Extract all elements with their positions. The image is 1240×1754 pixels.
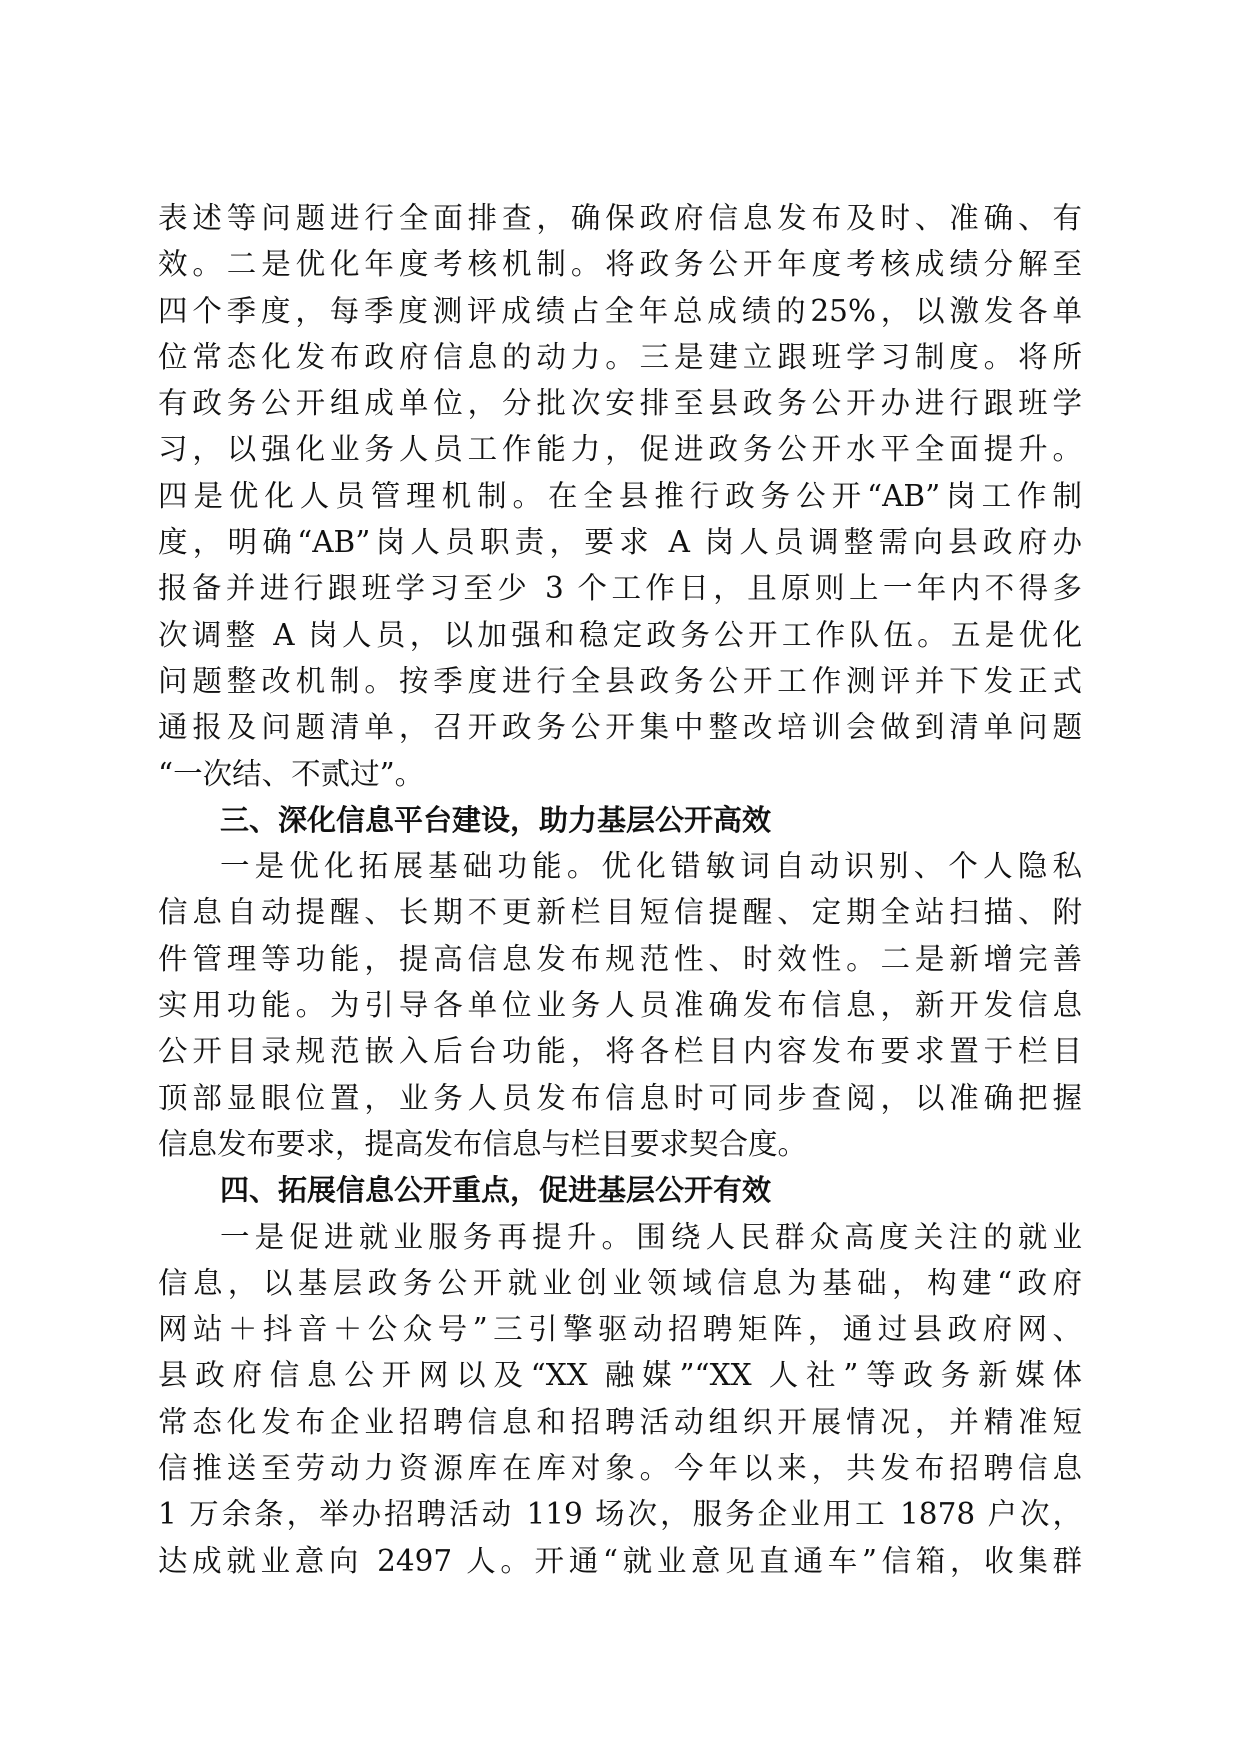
body-line: 常态化发布企业招聘信息和招聘活动组织开展情况，并精准短 [158,1404,1082,1439]
section-heading: 四、拓展信息公开重点，促进基层公开有效 [220,1173,772,1208]
body-line: 通报及问题清单，召开政务公开集中整改培训会做到清单问题 [158,710,1082,745]
body-line: 表述等问题进行全面排查，确保政府信息发布及时、准确、有 [158,201,1082,235]
body-line: 信息，以基层政务公开就业创业领域信息为基础，构建“政府 [158,1265,1082,1300]
section-heading: 三、深化信息平台建设，助力基层公开高效 [220,802,772,837]
body-line: 次调整 A 岗人员，以加强和稳定政务公开工作队伍。五是优化 [158,617,1082,652]
body-line: 报备并进行跟班学习至少 3 个工作日，且原则上一年内不得多 [158,571,1082,606]
body-line: 一是优化拓展基础功能。优化错敏词自动识别、个人隐私 [220,849,1082,884]
body-line: 信息发布要求，提高发布信息与栏目要求契合度。 [158,1126,808,1161]
body-line: 四是优化人员管理机制。在全县推行政务公开“AB”岗工作制 [158,478,1082,513]
body-line: 四个季度，每季度测评成绩占全年总成绩的25%，以激发各单 [158,293,1082,328]
body-line: 问题整改机制。按季度进行全县政务公开工作测评并下发正式 [158,663,1082,698]
body-line: 1 万余条，举办招聘活动 119 场次，服务企业用工 1878 户次， [158,1497,1082,1532]
body-line: 一是促进就业服务再提升。围绕人民群众高度关注的就业 [220,1219,1082,1254]
body-line: 网站＋抖音＋公众号”三引擎驱动招聘矩阵，通过县政府网、 [158,1312,1082,1347]
document-page [158,195,1082,1584]
body-line: 件管理等功能，提高信息发布规范性、时效性。二是新增完善 [158,941,1082,976]
body-line: 度，明确“AB”岗人员职责，要求 A 岗人员调整需向县政府办 [158,525,1082,560]
body-line: 公开目录规范嵌入后台功能，将各栏目内容发布要求置于栏目 [158,1034,1082,1069]
body-line: 县政府信息公开网以及“XX 融媒”“XX 人社”等政务新媒体 [158,1358,1082,1393]
body-line: 达成就业意向 2497 人。开通“就业意见直通车”信箱，收集群 [158,1543,1082,1578]
body-line: 实用功能。为引导各单位业务人员准确发布信息，新开发信息 [158,988,1082,1023]
body-line: 顶部显眼位置，业务人员发布信息时可同步查阅，以准确把握 [158,1080,1082,1115]
body-line: 信息自动提醒、长期不更新栏目短信提醒、定期全站扫描、附 [158,895,1082,930]
body-line: 有政务公开组成单位，分批次安排至县政务公开办进行跟班学 [158,386,1082,421]
body-line: “一次结、不贰过”。 [158,756,425,791]
body-line: 位常态化发布政府信息的动力。三是建立跟班学习制度。将所 [158,339,1082,374]
body-line: 习，以强化业务人员工作能力，促进政务公开水平全面提升。 [158,432,1082,467]
body-line: 信推送至劳动力资源库在库对象。今年以来，共发布招聘信息 [158,1451,1082,1486]
body-line: 效。二是优化年度考核机制。将政务公开年度考核成绩分解至 [158,247,1082,282]
